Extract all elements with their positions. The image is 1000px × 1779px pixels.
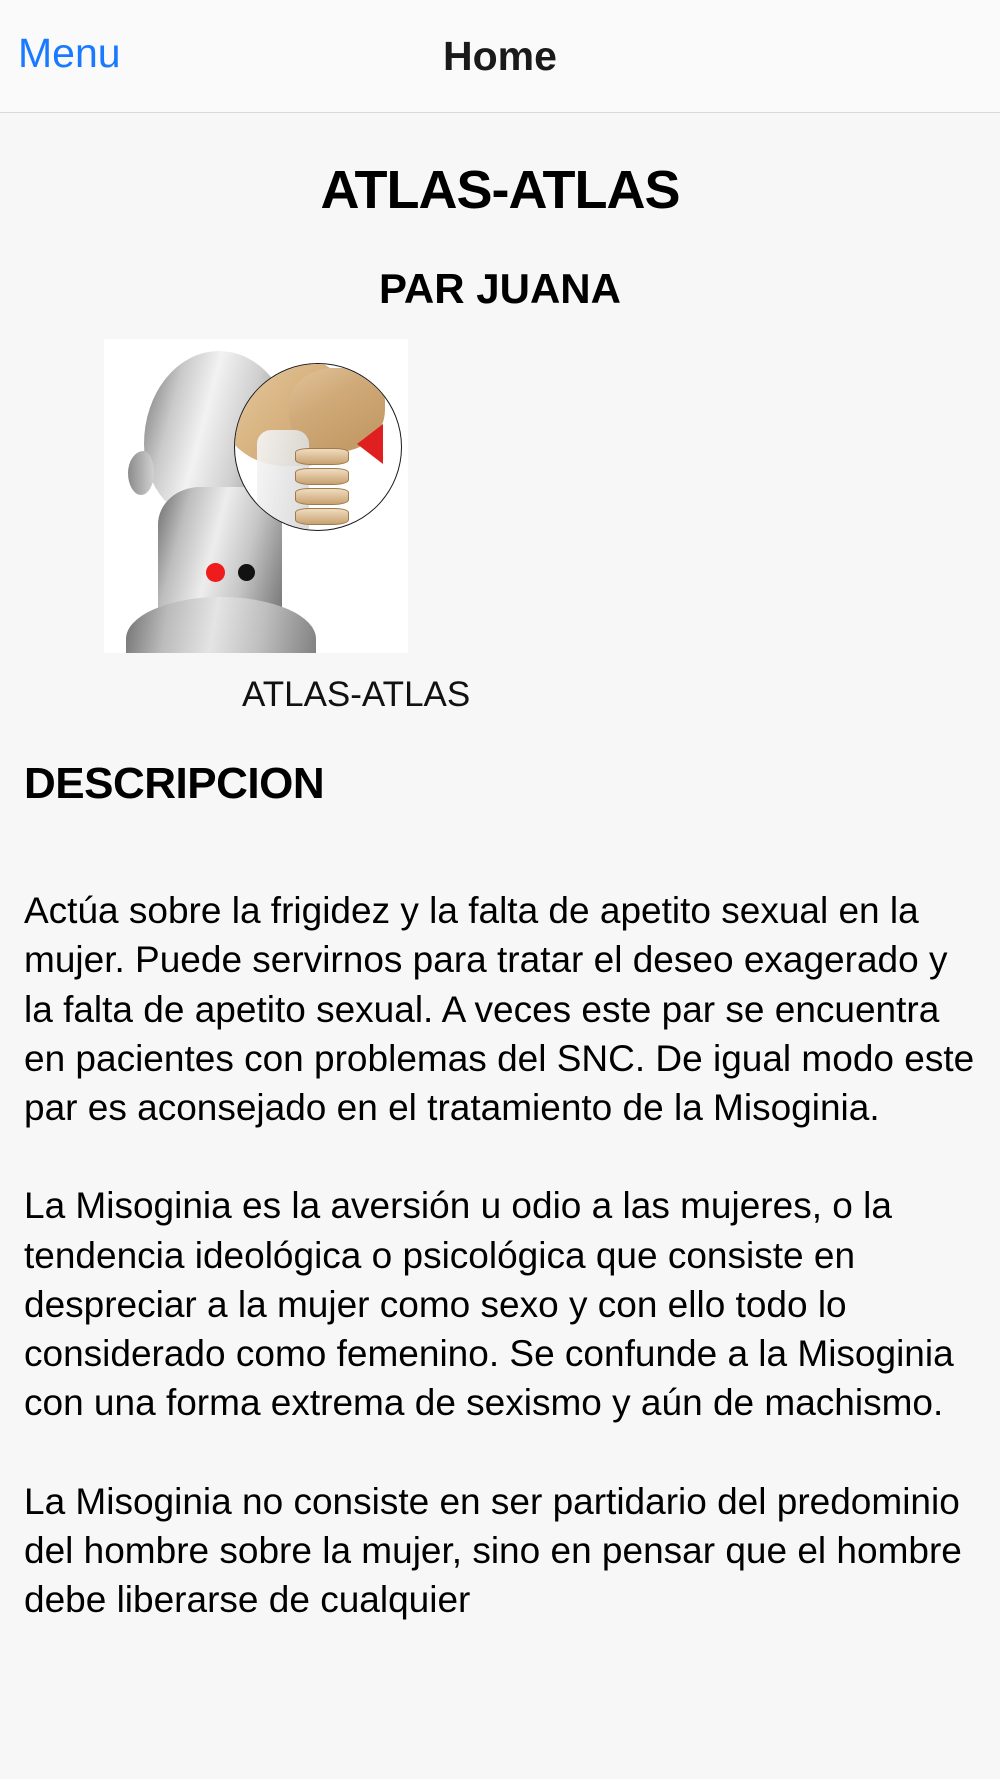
vertebra-segment (295, 488, 349, 505)
paragraph: La Misoginia es la aversión u odio a las mujeres, o la tendencia ideológica o psicológica que consiste en despreciar a la mujer como sexo y con ello todo lo considerado como femenino. Se confunde a la Misoginia con una forma extrema de sexismo y aún de machismo. (24, 1185, 954, 1424)
paragraph: La Misoginia no consiste en ser partidario del predominio del hombre sobre la mujer, sino en pensar que el hombre debe liberarse de cualquier (24, 1480, 962, 1621)
black-marker-dot-icon (238, 564, 255, 581)
shoulder-shape (126, 597, 316, 653)
paragraph: Actúa sobre la frigidez y la falta de apetito sexual en la mujer. Puede servirnos para tratar el deseo exagerado y la falta de apetito sexual. A veces este par se encuentra en pacientes con problemas del SNC. De igual modo este par es aconsejado en el tratamiento de la Misoginia. (24, 890, 975, 1129)
menu-button[interactable]: Menu (18, 30, 121, 76)
page-title: Home (443, 32, 557, 79)
section-heading-descripcion: DESCRIPCION (24, 759, 325, 808)
figure-caption: ATLAS-ATLAS (242, 675, 471, 714)
red-marker-dot-icon (206, 563, 225, 582)
magnifier-inset (234, 363, 402, 531)
article-content[interactable] (0, 113, 1000, 1779)
navigation-bar (0, 0, 1000, 113)
vertebra-segment (295, 468, 349, 485)
atlas-vertebra-image (104, 339, 408, 653)
figure-container (0, 339, 1000, 715)
article-subtitle: PAR JUANA (379, 265, 621, 312)
red-arrow-icon (357, 424, 383, 464)
vertebra-segment (295, 508, 349, 525)
article-title: ATLAS-ATLAS (320, 160, 680, 220)
ear-shape (128, 451, 154, 495)
description-body (0, 837, 1000, 1673)
vertebra-segment (295, 448, 349, 465)
